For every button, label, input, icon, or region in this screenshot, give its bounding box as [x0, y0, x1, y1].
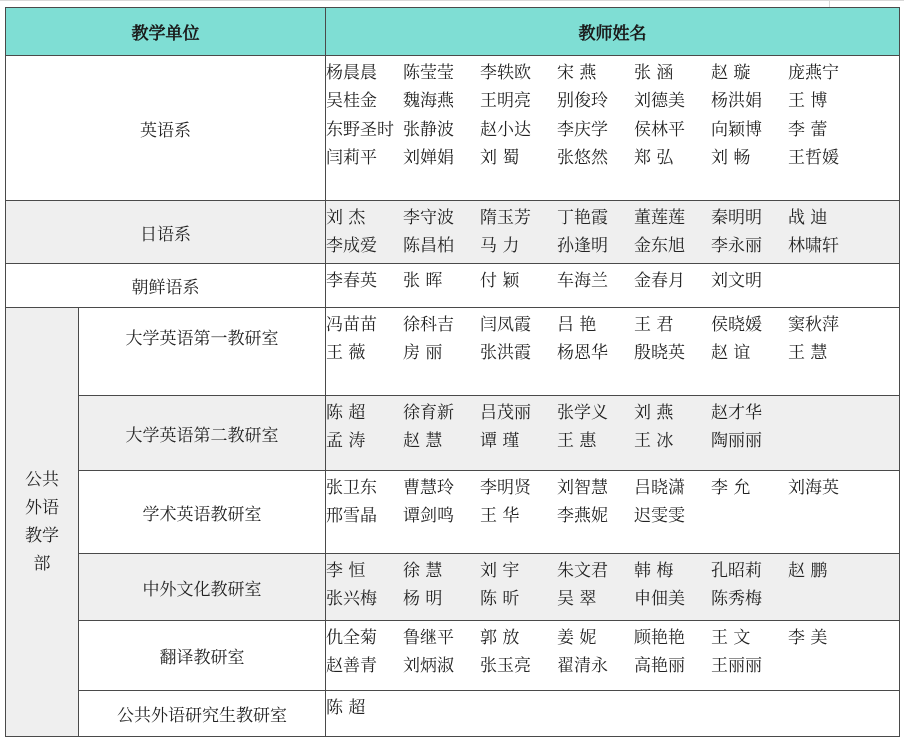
teacher-name: 金东旭 — [634, 236, 685, 257]
teacher-name: 董莲莲 — [634, 207, 685, 228]
teacher-name: 房 丽 — [403, 343, 443, 364]
teacher-name: 付 颖 — [480, 270, 520, 291]
sheet-gridline-column — [829, 0, 830, 7]
teacher-name: 张悠然 — [557, 148, 608, 169]
name-line — [326, 113, 899, 142]
teacher-name: 秦明明 — [711, 207, 762, 228]
teacher-name: 申佃美 — [634, 589, 685, 610]
teacher-name: 张 涵 — [634, 62, 674, 83]
teacher-name: 刘 蜀 — [480, 148, 520, 169]
teacher-name: 刘 燕 — [634, 402, 674, 423]
teacher-name: 刘海英 — [788, 477, 839, 498]
teacher-name: 李燕妮 — [557, 506, 608, 527]
name-line — [326, 85, 899, 114]
teacher-name: 王 冰 — [634, 431, 674, 452]
unit-row — [6, 201, 900, 264]
teacher-names-cell — [326, 201, 900, 264]
teacher-name: 吴桂金 — [326, 91, 377, 112]
teacher-name: 高艳丽 — [634, 656, 685, 677]
teacher-name: 孟 涛 — [326, 431, 366, 452]
name-line — [326, 691, 899, 720]
teacher-name: 金春月 — [634, 270, 685, 291]
office-row — [6, 554, 900, 621]
unit-row — [6, 56, 900, 201]
teacher-name: 邢雪晶 — [326, 506, 377, 527]
name-line — [326, 201, 899, 230]
teacher-name: 王 惠 — [557, 431, 597, 452]
teacher-name: 孔昭莉 — [711, 560, 762, 581]
teacher-name: 车海兰 — [557, 270, 608, 291]
teacher-name: 杨 明 — [403, 589, 443, 610]
department-name — [6, 308, 79, 737]
teacher-name: 李明贤 — [480, 477, 531, 498]
teacher-name: 闫凤霞 — [480, 314, 531, 335]
teacher-names-cell — [326, 691, 900, 737]
teacher-name: 顾艳艳 — [634, 627, 685, 648]
teacher-name: 李 蕾 — [788, 119, 828, 140]
office-name: 大学英语第一教研室 — [79, 308, 326, 396]
teacher-name: 杨晨晨 — [326, 62, 377, 83]
teacher-name: 赵才华 — [711, 402, 762, 423]
teacher-name: 王哲媛 — [788, 148, 839, 169]
teacher-names-cell — [326, 56, 900, 201]
teacher-name: 陈 昕 — [480, 589, 520, 610]
teacher-name: 李轶欧 — [480, 62, 531, 83]
teacher-name: 陈秀梅 — [711, 589, 762, 610]
teacher-name: 李成爱 — [326, 236, 377, 257]
name-line — [326, 56, 899, 85]
teacher-name: 郭 放 — [480, 627, 520, 648]
teacher-name: 王明亮 — [480, 91, 531, 112]
teacher-name: 李庆学 — [557, 119, 608, 140]
office-row — [6, 691, 900, 737]
teacher-name: 吕晓潇 — [634, 477, 685, 498]
teacher-name: 王 文 — [711, 627, 751, 648]
teacher-name: 别俊玲 — [557, 91, 608, 112]
unit-row — [6, 264, 900, 308]
teacher-name: 李守波 — [403, 207, 454, 228]
teacher-names-cell — [326, 621, 900, 691]
teacher-name: 吕茂丽 — [480, 402, 531, 423]
office-name: 学术英语教研室 — [79, 471, 326, 554]
teacher-name: 张兴梅 — [326, 589, 377, 610]
office-name: 中外文化教研室 — [79, 554, 326, 621]
teacher-name: 韩 梅 — [634, 560, 674, 581]
teacher-name: 张静波 — [403, 119, 454, 140]
name-line — [326, 650, 899, 679]
teacher-name: 曹慧玲 — [403, 477, 454, 498]
teacher-name: 迟雯雯 — [634, 506, 685, 527]
teacher-name: 王 华 — [480, 506, 520, 527]
name-line — [326, 337, 899, 366]
teacher-name: 侯晓媛 — [711, 314, 762, 335]
unit-name: 日语系 — [6, 201, 326, 264]
teacher-name: 朱文君 — [557, 560, 608, 581]
teacher-name: 李 恒 — [326, 560, 366, 581]
teacher-name: 马 力 — [480, 236, 520, 257]
teacher-name: 杨恩华 — [557, 343, 608, 364]
name-line — [326, 621, 899, 650]
teacher-name: 魏海燕 — [403, 91, 454, 112]
teacher-name: 郑 弘 — [634, 148, 674, 169]
teacher-name: 陈莹莹 — [403, 62, 454, 83]
unit-name: 朝鲜语系 — [6, 264, 326, 308]
office-name: 公共外语研究生教研室 — [79, 691, 326, 737]
teacher-name: 吕 艳 — [557, 314, 597, 335]
teacher-name: 李春英 — [326, 270, 377, 291]
office-name: 翻译教研室 — [79, 621, 326, 691]
teacher-name: 徐 慧 — [403, 560, 443, 581]
teacher-name: 闫莉平 — [326, 148, 377, 169]
teacher-name: 赵善青 — [326, 656, 377, 677]
teacher-name: 赵 谊 — [711, 343, 751, 364]
name-line — [326, 425, 899, 454]
office-row — [6, 396, 900, 471]
teacher-name: 宋 燕 — [557, 62, 597, 83]
teacher-names-cell — [326, 264, 900, 308]
name-line — [326, 471, 899, 500]
teacher-name: 张玉亮 — [480, 656, 531, 677]
name-line — [326, 583, 899, 612]
teacher-name: 李 允 — [711, 477, 751, 498]
teacher-name: 侯林平 — [634, 119, 685, 140]
teacher-name: 李 美 — [788, 627, 828, 648]
teacher-name: 王 薇 — [326, 343, 366, 364]
teacher-name: 陈 超 — [326, 697, 366, 718]
name-line — [326, 554, 899, 583]
teacher-name: 陶丽丽 — [711, 431, 762, 452]
teacher-name: 刘文明 — [711, 270, 762, 291]
teacher-name: 赵小达 — [480, 119, 531, 140]
teacher-name: 东野圣时 — [326, 119, 394, 140]
teacher-name: 张学义 — [557, 402, 608, 423]
teacher-name: 张 晖 — [403, 270, 443, 291]
teacher-name: 林啸轩 — [788, 236, 839, 257]
teacher-name: 徐育新 — [403, 402, 454, 423]
name-line — [326, 142, 899, 171]
teacher-name: 窦秋萍 — [788, 314, 839, 335]
teacher-name: 赵 鹏 — [788, 560, 828, 581]
name-line — [326, 308, 899, 337]
teacher-name: 丁艳霞 — [557, 207, 608, 228]
teacher-name: 庞燕宁 — [788, 62, 839, 83]
teacher-name: 刘 宇 — [480, 560, 520, 581]
name-line — [326, 396, 899, 425]
teacher-name: 姜 妮 — [557, 627, 597, 648]
teacher-name: 赵 璇 — [711, 62, 751, 83]
teacher-name: 徐科吉 — [403, 314, 454, 335]
teacher-names-cell — [326, 396, 900, 471]
header-row — [6, 8, 900, 56]
teacher-name: 刘德美 — [634, 91, 685, 112]
name-line — [326, 500, 899, 529]
teacher-name: 陈昌柏 — [403, 236, 454, 257]
teacher-name: 翟清永 — [557, 656, 608, 677]
teacher-name: 刘 杰 — [326, 207, 366, 228]
teacher-name: 孙逢明 — [557, 236, 608, 257]
name-line — [326, 230, 899, 259]
teacher-name: 刘 畅 — [711, 148, 751, 169]
teacher-name: 隋玉芳 — [480, 207, 531, 228]
unit-name: 英语系 — [6, 56, 326, 201]
header-unit: 教学单位 — [6, 8, 326, 56]
teacher-name: 王 慧 — [788, 343, 828, 364]
teacher-names-cell — [326, 308, 900, 396]
teacher-name: 刘炳淑 — [403, 656, 454, 677]
teacher-name: 战 迪 — [788, 207, 828, 228]
teacher-name: 谭 瑾 — [480, 431, 520, 452]
name-line — [326, 264, 899, 293]
teacher-name: 刘婵娟 — [403, 148, 454, 169]
teacher-name: 王丽丽 — [711, 656, 762, 677]
teacher-name: 冯苗苗 — [326, 314, 377, 335]
teacher-name: 杨洪娟 — [711, 91, 762, 112]
teacher-name: 王 君 — [634, 314, 674, 335]
teacher-name: 向颖博 — [711, 119, 762, 140]
office-row — [6, 308, 900, 396]
teacher-name: 李永丽 — [711, 236, 762, 257]
teacher-name: 陈 超 — [326, 402, 366, 423]
faculty-table — [5, 7, 900, 737]
teacher-name: 张洪霞 — [480, 343, 531, 364]
teacher-names-cell — [326, 471, 900, 554]
teacher-name: 殷晓英 — [634, 343, 685, 364]
department-label: 公共外语教学部 — [25, 470, 59, 574]
teacher-name: 谭剑鸣 — [403, 506, 454, 527]
teacher-name: 王 博 — [788, 91, 828, 112]
office-name: 大学英语第二教研室 — [79, 396, 326, 471]
sheet-gridline-top — [0, 0, 904, 1]
teacher-name: 吴 翠 — [557, 589, 597, 610]
teacher-name: 赵 慧 — [403, 431, 443, 452]
teacher-name: 鲁继平 — [403, 627, 454, 648]
office-row — [6, 621, 900, 691]
teacher-name: 仇全菊 — [326, 627, 377, 648]
teacher-names-cell — [326, 554, 900, 621]
teacher-name: 刘智慧 — [557, 477, 608, 498]
teacher-name: 张卫东 — [326, 477, 377, 498]
header-teacher: 教师姓名 — [326, 8, 900, 56]
office-row — [6, 471, 900, 554]
